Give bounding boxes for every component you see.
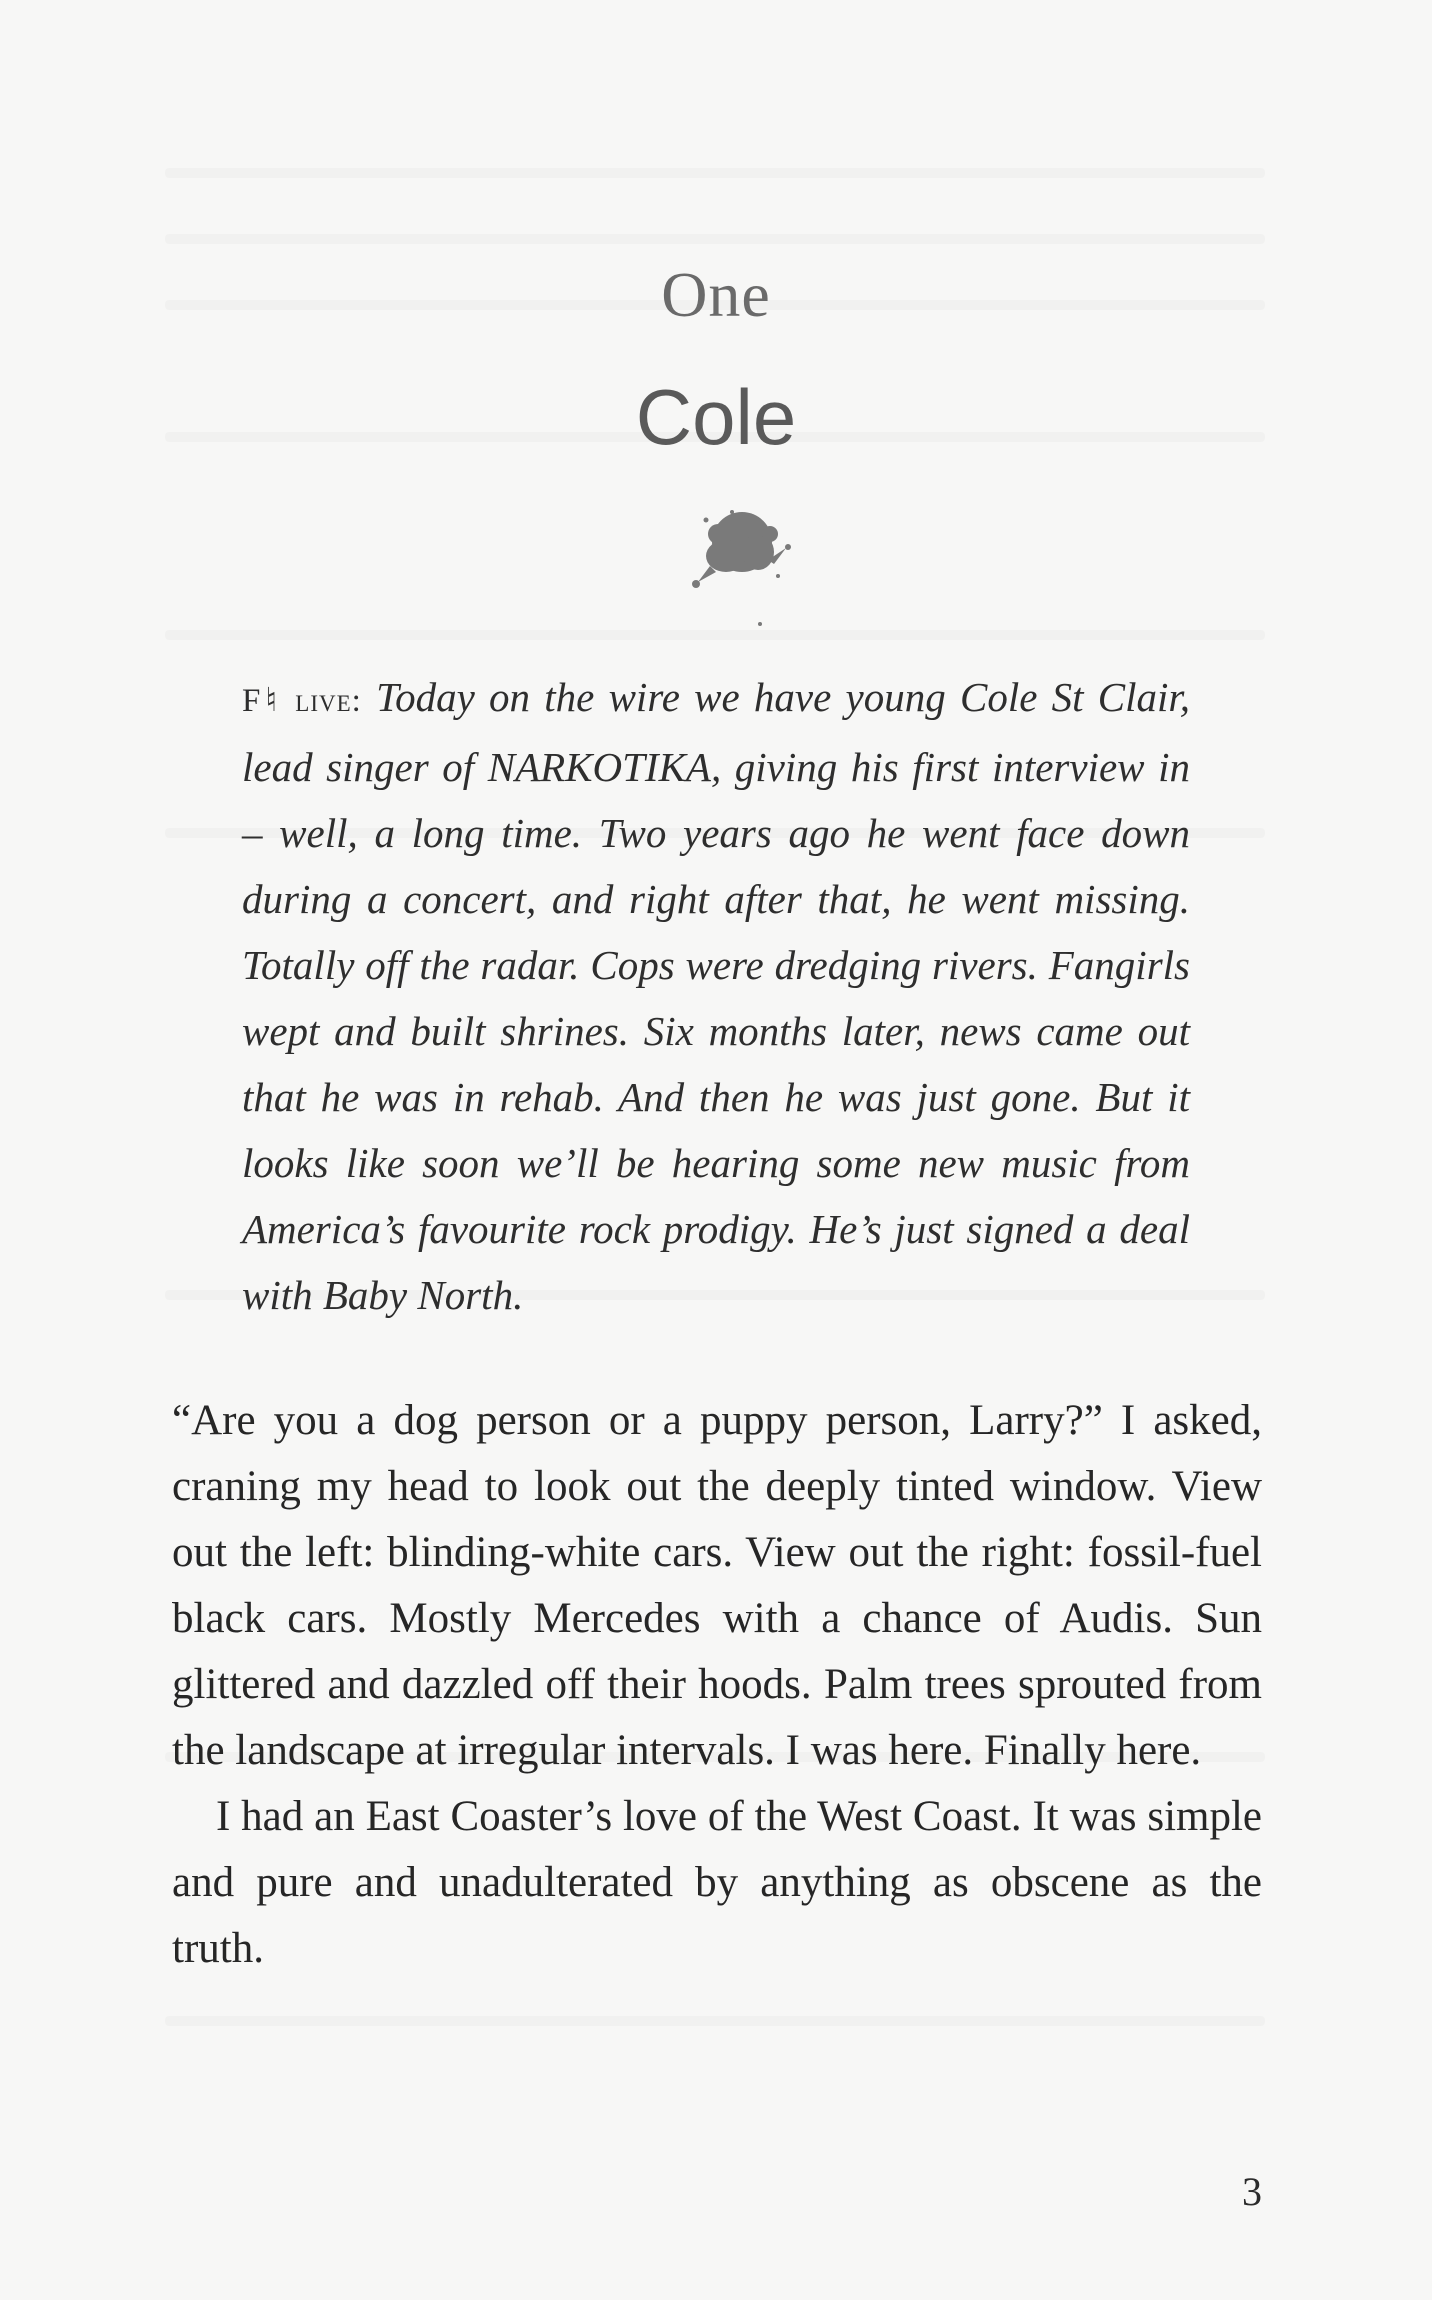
epigraph-source: F♮ live: <box>242 683 362 719</box>
body-paragraph: “Are you a dog person or a puppy person, Larry?” I asked, craning my head to look out the deeply tinted window. View out the left: blinding-white cars. View out the right: fossil-fuel black cars. Mostly Mercedes with a chance of Audis. Sun glittered and dazzled off their hoods. Palm trees sprouted from the landscape at irregular intervals. I was here. Finally here. <box>172 1397 1262 1774</box>
body-paragraph: I had an East Coaster’s love of the West Coast. It was simple and pure and unadulterated by anything as obscene as the truth. <box>172 1793 1262 1972</box>
chapter-title: Cole <box>635 373 797 461</box>
show-through-line <box>165 168 1265 178</box>
epigraph-text: Today on the wire we have young Cole St Clair, lead singer of NARKOTIKA, giving his first interview in – well, a long time. Two years ago he went face down during a concert, and right after that, he went missing. Totally off the radar. Cops were dredging rivers. Fangirls wept and built shrines. Six months later, news came out that he was in rehab. And then he was just gone. But it looks like soon we’ll be hearing some new music from America’s favourite rock prodigy. He’s just signed a deal with Baby North. <box>242 674 1191 1318</box>
page-number: 3 <box>1242 2169 1262 2214</box>
chapter-body <box>172 1388 1262 1982</box>
show-through-line <box>165 234 1265 244</box>
epigraph-radio-transcript <box>242 664 1190 1328</box>
show-through-line <box>165 2016 1265 2026</box>
chapter-number: One <box>661 259 771 330</box>
ink-splat-icon <box>660 490 820 640</box>
